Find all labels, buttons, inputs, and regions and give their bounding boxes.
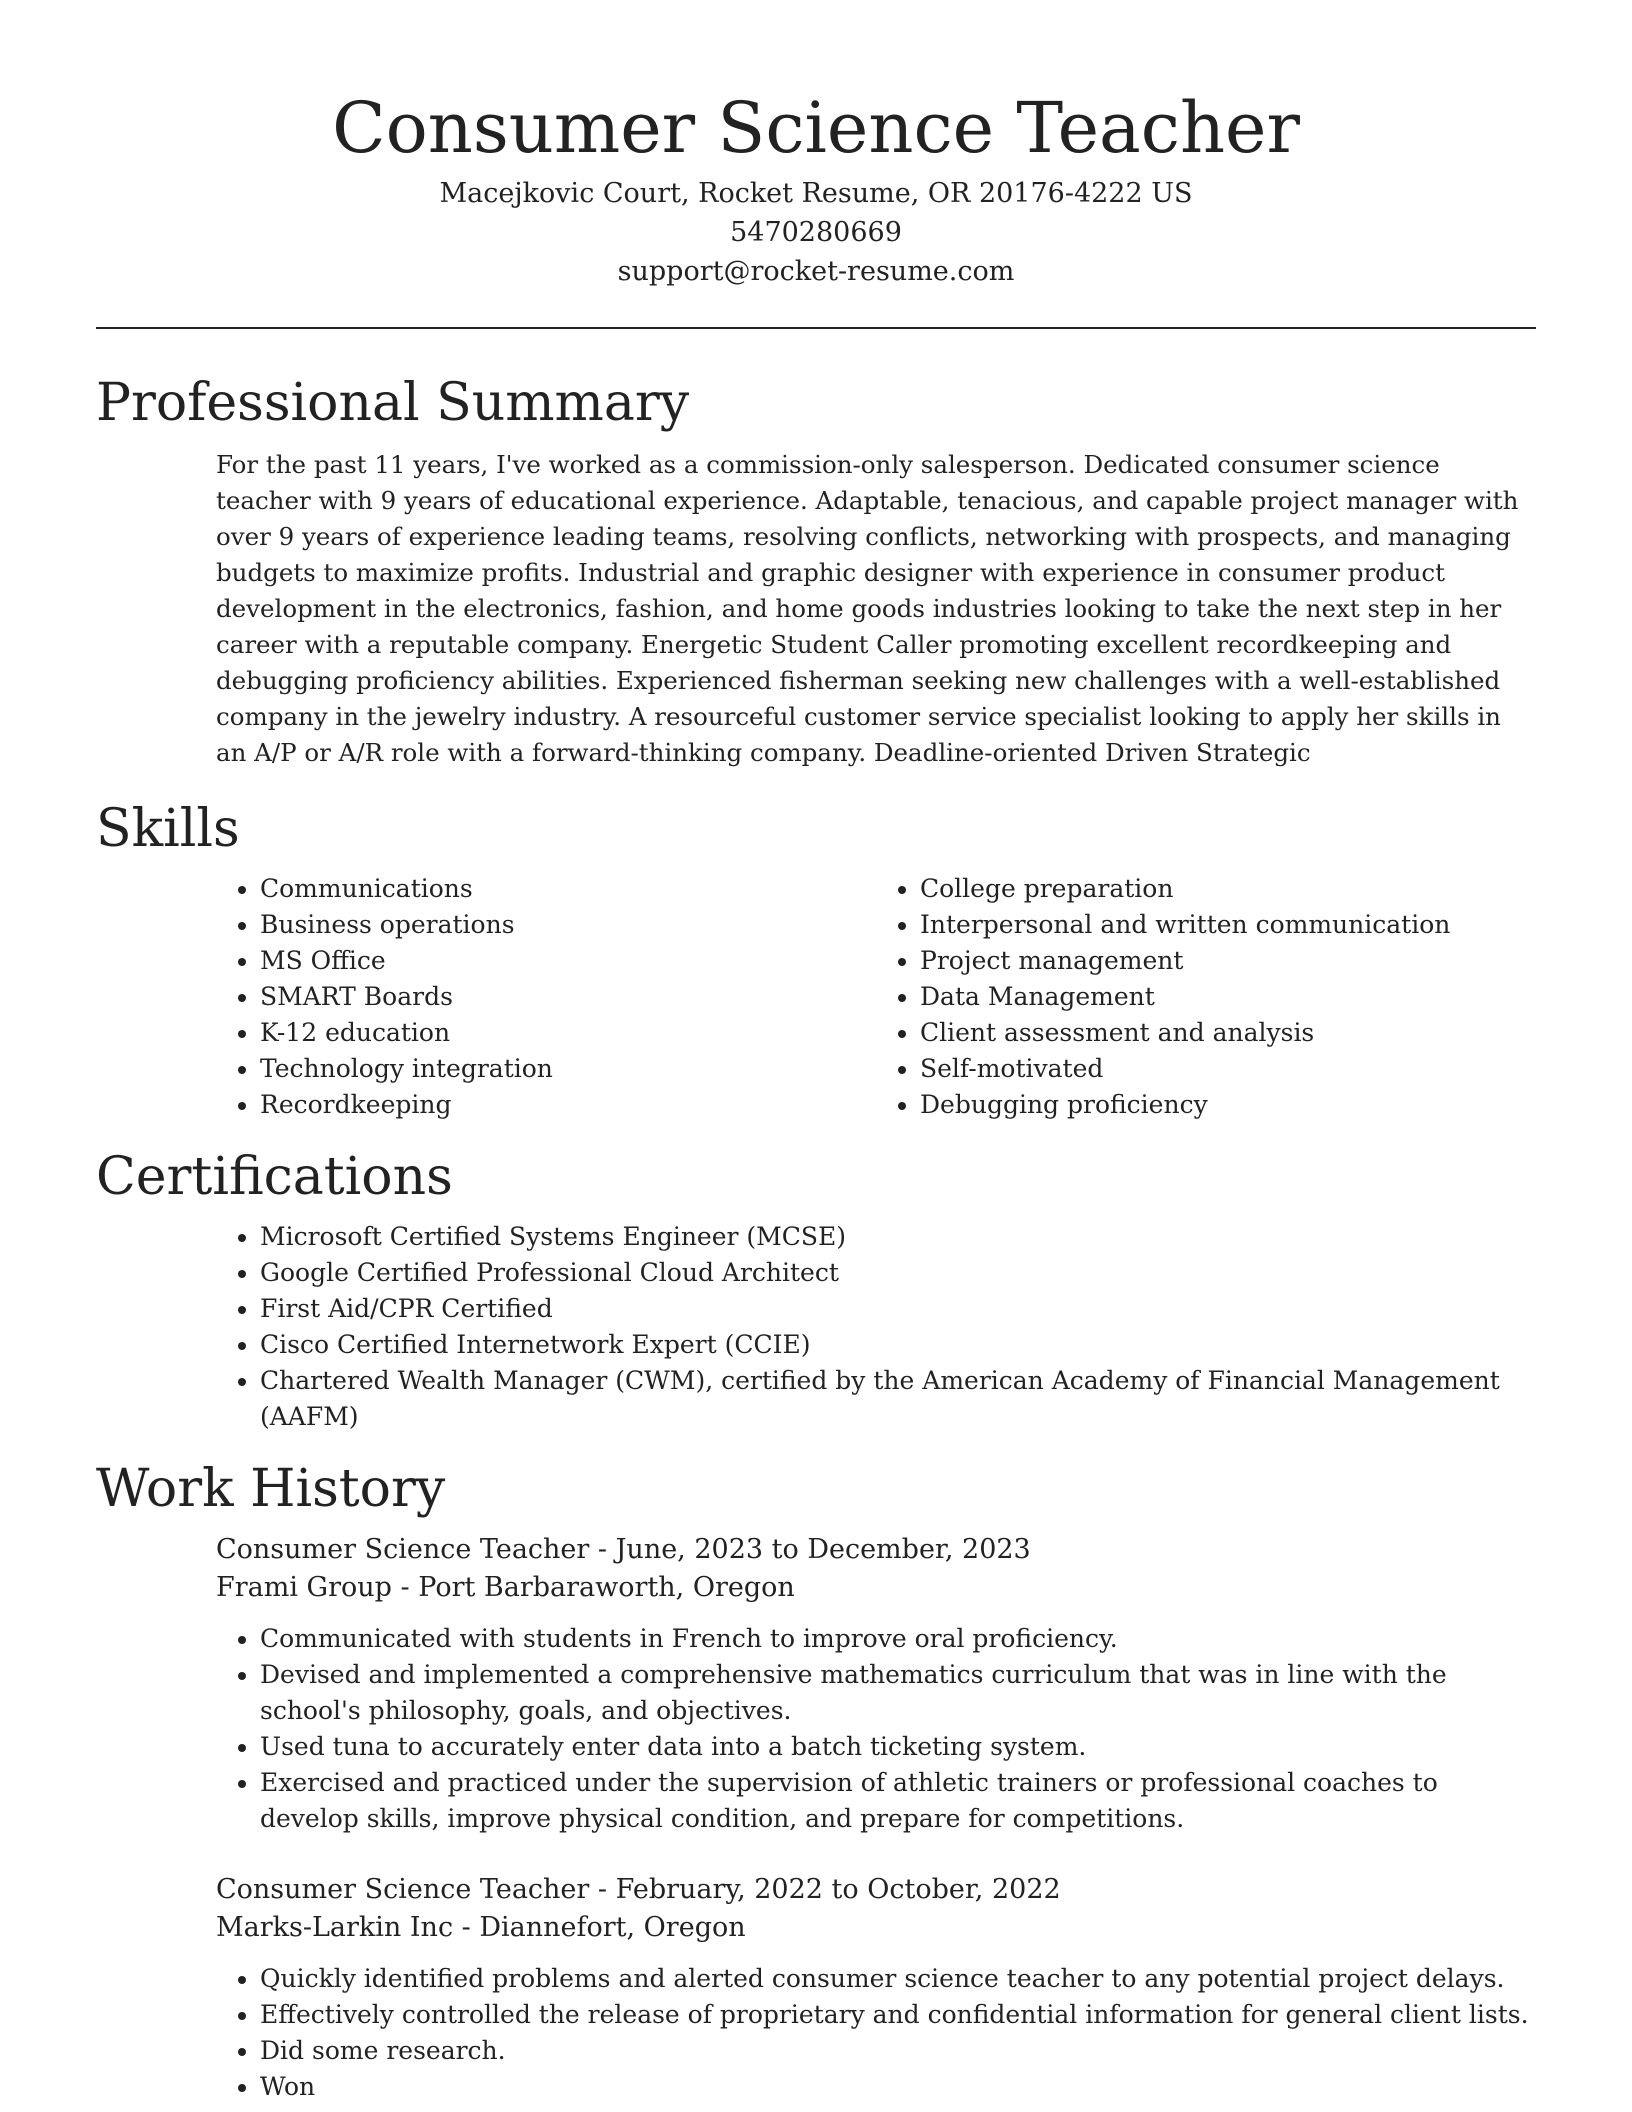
job-dates: - June, 2023 to December, 2023	[589, 1534, 1031, 1565]
job-company: Marks-Larkin Inc	[216, 1912, 454, 1943]
phone: 5470280669	[730, 217, 902, 248]
certifications-list	[216, 1219, 1536, 1435]
list-item: • Did some research.	[260, 2033, 1536, 2069]
list-item: • Devised and implemented a comprehensive mathematics curriculum that was in line with the school's philosophy, goals, and objectives.	[260, 1657, 1536, 1729]
list-item: • Cisco Certified Internetwork Expert (CCIE)	[260, 1327, 1536, 1363]
skills-list-left	[216, 871, 876, 1123]
list-item: • Self-motivated	[920, 1051, 1536, 1087]
list-item: • Communicated with students in French to improve oral proficiency.	[260, 1621, 1536, 1657]
list-item: • Google Certified Professional Cloud Architect	[260, 1255, 1536, 1291]
job-bullets	[216, 1961, 1536, 2105]
job-title: Consumer Science Teacher	[216, 1874, 590, 1905]
summary-text: For the past 11 years, I've worked as a commission-only salesperson. Dedicated consumer science teacher with 9 years of educational experience. Adaptable, tenacious, and capable project manager with over 9 years of experience leading teams, resolving conflicts, networking with prospects, and managing budgets to maximize profits. Industrial and graphic designer with experience in consumer product development in the electronics, fashion, and home goods industries looking to take the next step in her career with a reputable company. Energetic Student Caller promoting excellent recordkeeping and debugging proficiency abilities. Experienced fisherman seeking new challenges with a well-established company in the jewelry industry. A resourceful customer service specialist looking to apply her skills in an A/P or A/R role with a forward-thinking company. Deadline-oriented Driven Strategic	[216, 450, 1519, 767]
job-entry	[216, 1531, 1536, 1837]
skills-heading: Skills	[96, 799, 240, 859]
contact-info	[96, 174, 1536, 291]
list-item: • Exercised and practiced under the supervision of athletic trainers or professional coaches to develop skills, improve physical condition, and prepare for competitions.	[260, 1765, 1536, 1837]
email: support@rocket-resume.com	[617, 256, 1015, 287]
work-history-section	[96, 1457, 1536, 2105]
list-item: • Chartered Wealth Manager (CWM), certified by the American Academy of Financial Management (AAFM)	[260, 1363, 1536, 1435]
job-title-line	[216, 1871, 1536, 1909]
list-item: • Data Management	[920, 979, 1536, 1015]
job-company-line	[216, 1569, 1536, 1607]
header-divider	[96, 327, 1536, 329]
job-company-line	[216, 1909, 1536, 1947]
list-item: • Business operations	[260, 907, 876, 943]
job-location: - Diannefort, Oregon	[453, 1912, 746, 1943]
skills-grid	[216, 871, 1536, 1123]
job-title: Consumer Science Teacher	[216, 1534, 590, 1565]
job-entry	[216, 1871, 1536, 2105]
resume-header	[96, 0, 1536, 291]
list-item: • Interpersonal and written communication	[920, 907, 1536, 943]
summary-section	[96, 371, 1536, 771]
list-item: • SMART Boards	[260, 979, 876, 1015]
list-item: • Won	[260, 2069, 1536, 2105]
list-item: • First Aid/CPR Certified	[260, 1291, 1536, 1327]
skills-section	[96, 797, 1536, 1123]
list-item: • Technology integration	[260, 1051, 876, 1087]
certifications-section	[96, 1145, 1536, 1435]
list-item: • Microsoft Certified Systems Engineer (MCSE)	[260, 1219, 1536, 1255]
list-item: • Recordkeeping	[260, 1087, 876, 1123]
list-item: • Quickly identified problems and alerted consumer science teacher to any potential project delays.	[260, 1961, 1536, 1997]
list-item: • K-12 education	[260, 1015, 876, 1051]
list-item: • Effectively controlled the release of proprietary and confidential information for general client lists.	[260, 1997, 1536, 2033]
job-dates: - February, 2022 to October, 2022	[589, 1874, 1061, 1905]
skills-list-right	[876, 871, 1536, 1123]
job-title-line	[216, 1531, 1536, 1569]
list-item: • Client assessment and analysis	[920, 1015, 1536, 1051]
page-title: Consumer Science Teacher	[332, 87, 1300, 169]
list-item: • Debugging proficiency	[920, 1087, 1536, 1123]
work-history-heading: Work History	[96, 1459, 446, 1519]
list-item: • Used tuna to accurately enter data into a batch ticketing system.	[260, 1729, 1536, 1765]
summary-heading: Professional Summary	[96, 373, 690, 433]
list-item: • MS Office	[260, 943, 876, 979]
address: Macejkovic Court, Rocket Resume, OR 20176-4222 US	[439, 178, 1193, 209]
list-item: • Communications	[260, 871, 876, 907]
job-location: - Port Barbaraworth, Oregon	[391, 1572, 795, 1603]
job-company: Frami Group	[216, 1572, 392, 1603]
job-bullets	[216, 1621, 1536, 1837]
list-item: • College preparation	[920, 871, 1536, 907]
list-item: • Project management	[920, 943, 1536, 979]
certifications-heading: Certifications	[96, 1147, 453, 1207]
